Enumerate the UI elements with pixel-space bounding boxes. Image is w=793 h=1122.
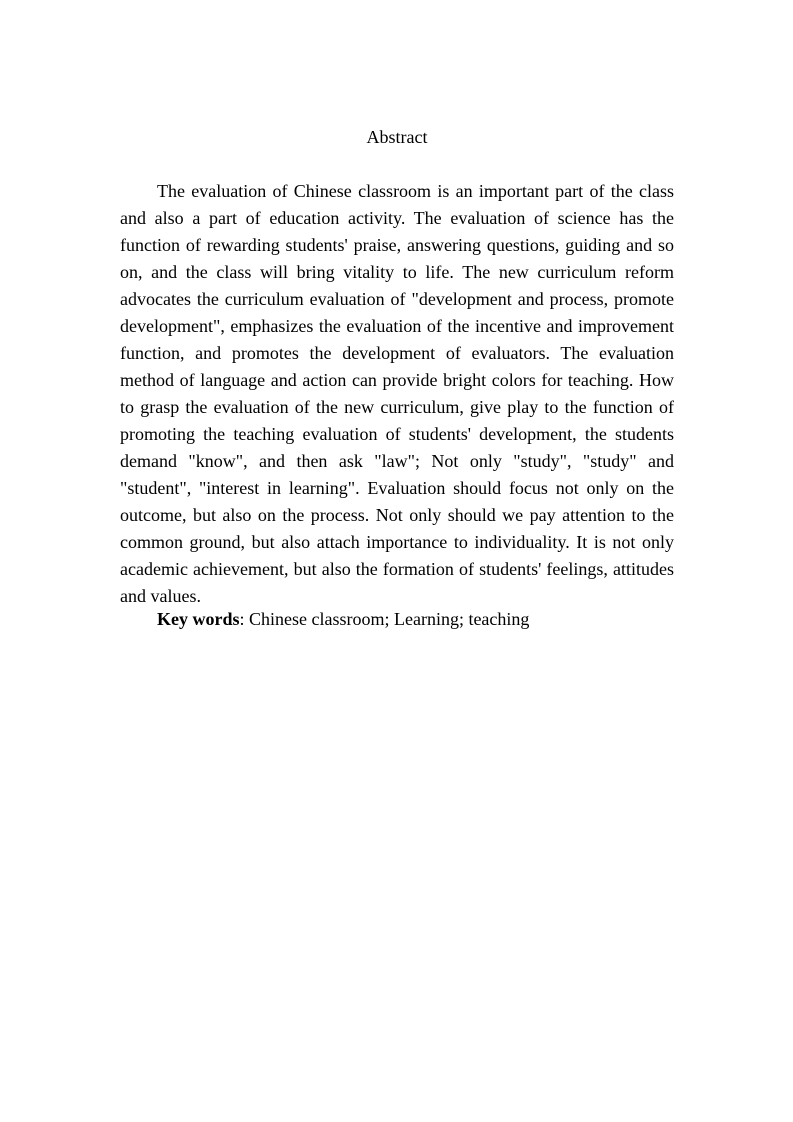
- keywords-text: : Chinese classroom; Learning; teaching: [239, 609, 530, 629]
- abstract-title: Abstract: [366, 127, 428, 147]
- keywords-line: [120, 606, 674, 633]
- abstract-body: The evaluation of Chinese classroom is an important part of the class and also a part of education activity. The evaluation of science has the function of rewarding students' praise, answering questions, guiding and so on, and the class will bring vitality to life. The new curriculum reform advocates the curriculum evaluation of "development and process, promote development", emphasizes the evaluation of the incentive and improvement function, and promotes the development of evaluators. The evaluation method of language and action can provide bright colors for teaching. How to grasp the evaluation of the new curriculum, give play to the function of promoting the teaching evaluation of students' development, the students demand "know", and then ask "law"; Not only "study", "study" and "student", "interest in learning". Evaluation should focus not only on the outcome, but also on the process. Not only should we pay attention to the common ground, but also attach importance to individuality. It is not only academic achievement, but also the formation of students' feelings, attitudes and values.: [120, 181, 674, 606]
- keywords-label: Key words: [157, 609, 240, 629]
